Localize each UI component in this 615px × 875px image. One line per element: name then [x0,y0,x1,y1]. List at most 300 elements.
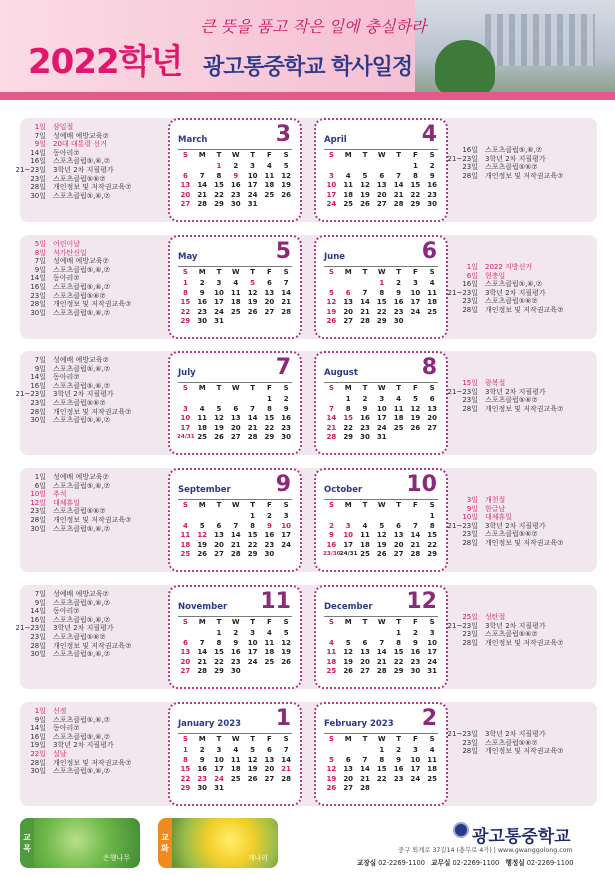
month-calendar [314,702,448,806]
calendar-day: 5 [328,755,334,764]
calendar-day: 14 [410,531,421,540]
event-item [14,473,154,482]
calendar-day [424,784,441,794]
calendar-day: 15 [393,648,404,657]
event-name: 설날 [53,749,67,758]
calendar-day: 9 [429,171,435,180]
calendar-day [261,784,278,794]
calendar-day: 16 [264,531,275,540]
weekday-header [323,268,441,278]
calendar-day: 23 [427,190,438,199]
calendar-day: 15 [427,531,438,540]
event-date: 23일 [462,396,478,405]
calendar-day: 27 [360,667,370,676]
calendar-day: 9 [412,638,418,647]
event-name: 스포츠클럽⑤,⑥,⑦ [53,650,111,659]
calendar-day: 3 [250,162,256,170]
event-item [14,607,154,616]
weekday-header [323,151,441,161]
calendar-day: 2 [266,512,272,520]
event-name: 스포츠클럽⑤⑥⑦ [485,738,538,747]
calendar-day: 30 [197,317,208,326]
calendar-day: 6 [345,755,351,764]
weekday-label: T [362,735,368,743]
calendar-day: 13 [343,765,354,774]
month-number: 9 [275,472,291,497]
calendar-day: 8 [182,288,188,297]
calendar-day: 2 [396,746,402,754]
calendar-day: 1 [412,162,418,170]
weekday-label: M [344,384,352,392]
calendar-day: 16 [393,298,404,307]
calendar-day [390,433,407,443]
weekday-label: M [198,151,206,159]
month-number: 6 [421,239,437,264]
calendar-day: 13 [230,414,241,423]
weekday-label: S [328,151,334,159]
weekday-label: M [198,268,206,276]
calendar-week [323,667,441,677]
event-item [446,739,586,748]
calendar-day: 14 [197,648,208,657]
calendar-day: 4 [182,521,188,530]
calendar-day: 28 [247,433,258,442]
calendar-day: 29 [214,200,224,209]
calendar-grid [177,512,295,560]
calendar-week [177,658,295,668]
calendar-day: 20 [264,765,275,774]
calendar-divider [324,266,438,267]
calendar-day: 10 [326,181,337,190]
calendar-day [424,433,441,443]
calendar-day: 19 [281,181,292,190]
calendar-day: 6 [216,521,222,530]
calendar-week [323,658,441,668]
calendar-day: 17 [376,414,387,423]
calendar-grid [177,162,295,210]
calendar-week [323,765,441,775]
event-date: 22일 [30,749,46,758]
month-calendar [314,118,448,222]
event-date: 23일 [462,530,478,539]
calendar-day: 25 [180,550,191,559]
calendar-day: 30 [410,667,421,676]
weekday-label: W [377,384,386,392]
event-item [14,624,154,633]
calendar-day [357,512,374,522]
calendar-day: 2 [233,162,239,170]
weekday-header [177,384,295,394]
calendar-day: 1 [379,746,385,754]
calendar-day: 11 [427,288,438,297]
weekday-label: W [231,151,240,159]
weekday-label: F [412,384,418,392]
weekday-header [323,384,441,394]
weekday-label: W [377,735,386,743]
calendar-day: 11 [393,404,404,413]
calendar-grid [323,279,441,327]
calendar-day: 7 [328,404,334,413]
calendar-day: 29 [427,550,438,559]
calendar-day: 20 [214,540,224,549]
event-name: 스포츠클럽⑤,⑥,⑦ [485,280,543,289]
month-calendar [168,702,302,806]
event-name: 스포츠클럽⑤⑥⑦ [485,530,538,539]
calendar-day: 19 [214,423,224,432]
event-item [14,240,154,249]
event-date: 9일 [34,364,46,373]
calendar-day: 29 [376,317,387,326]
weekday-label: S [328,618,334,626]
calendar-day [244,395,261,405]
calendar-day [227,395,244,405]
calendar-divider [324,499,438,500]
calendar-day [340,512,357,522]
calendar-day [323,512,340,522]
calendar-day: 10 [214,755,224,764]
calendar-day: 10 [376,404,387,413]
calendar-day: 7 [412,521,418,530]
calendar-day: 28 [230,550,241,559]
calendar-week [177,424,295,434]
calendar-day: 3 [216,279,222,287]
calendar-week [323,405,441,415]
calendar-day: 1 [182,746,188,754]
calendar-day: 17 [180,423,191,432]
calendar-week [177,541,295,551]
event-date: 10일 [30,490,46,499]
event-date: 1일 [466,263,478,271]
event-date: 30일 [30,767,46,776]
event-item [14,490,154,499]
calendar-day: 15 [247,531,258,540]
calendar-day: 18 [326,657,337,666]
calendar-divider [178,499,292,500]
calendar-day: 4 [362,521,368,530]
event-date: 23일 [462,297,478,306]
calendar-day: 28 [393,200,404,209]
event-item [14,192,154,201]
calendar-day: 18 [230,298,241,307]
calendar-day: 20 [376,190,387,199]
weekday-label: W [377,618,386,626]
calendar-day: 7 [199,171,205,180]
event-name: 3학년 2차 지필평가 [53,165,114,174]
calendar-day: 16 [360,414,370,423]
header-banner [0,0,615,100]
calendar-day [177,629,194,639]
weekday-label: S [182,618,188,626]
calendar-day [177,162,194,172]
calendar-day: 12 [247,288,258,297]
calendar-day: 18 [343,190,354,199]
weekday-label: S [182,268,188,276]
calendar-day: 6 [266,746,272,754]
calendar-day [211,512,228,522]
calendar-day [340,279,357,289]
calendar-day: 19 [360,190,370,199]
calendar-week [323,162,441,172]
weekday-label: F [266,735,272,743]
weekday-label: S [182,501,188,509]
calendar-day [373,784,390,794]
month-name: December [324,602,373,612]
calendar-day: 23 [393,774,404,783]
school-tree-name: 은행나무 [102,854,130,862]
calendar-day: 8 [216,171,222,180]
weekday-label: S [429,268,435,276]
calendar-day: 18 [393,414,404,423]
calendar-week [177,191,295,201]
event-date: 23일 [30,632,46,641]
calendar-day: 24 [214,307,224,316]
weekday-label: T [216,384,222,392]
event-date: 30일 [30,524,46,533]
calendar-day: 13 [376,181,387,190]
event-item [14,767,154,776]
event-date: 16일 [462,146,478,154]
calendar-week [323,395,441,405]
calendar-grid [323,395,441,443]
event-item [14,590,154,599]
month-name: January 2023 [178,719,242,729]
event-name: 스포츠클럽⑤⑥⑦ [485,630,538,639]
calendar-week [177,433,295,443]
calendar-day: 9 [362,404,368,413]
calendar-day: 24 [410,307,421,316]
right-event-list [446,496,586,548]
calendar-day: 13 [180,648,191,657]
event-item [14,356,154,365]
event-item [14,166,154,175]
calendar-day: 20 [343,774,354,783]
weekday-label: W [231,384,240,392]
calendar-week [177,746,295,756]
calendar-day: 13 [264,755,275,764]
calendar-day [261,317,278,327]
calendar-day [194,162,211,172]
event-date: 28일 [30,407,46,416]
calendar-day: 10 [247,638,258,647]
calendar-week [323,279,441,289]
event-name: 개인정보 및 저작권교육⑦ [485,171,564,180]
calendar-grid [323,162,441,210]
calendar-week [177,395,295,405]
calendar-day [278,550,295,560]
calendar-day: 6 [429,395,435,403]
event-item [14,309,154,318]
calendar-day: 17 [410,765,421,774]
calendar-week [177,405,295,415]
weekday-header [177,151,295,161]
calendar-day: 3 [250,629,256,637]
calendar-day: 14 [376,648,387,657]
event-item [14,183,154,192]
calendar-day: 4 [429,746,435,754]
calendar-divider [178,382,292,383]
calendar-week [177,765,295,775]
calendar-day: 20 [343,307,354,316]
weekday-label: M [198,384,206,392]
weekday-header [323,501,441,511]
event-item [14,707,154,716]
event-date: 25일 [462,613,478,621]
event-name: 개인정보 및 저작권교육⑦ [53,641,132,650]
calendar-day: 21 [326,423,337,432]
calendar-day: 7 [283,279,289,287]
calendar-day: 18 [427,765,438,774]
calendar-day: 18 [264,648,275,657]
calendar-day: 29 [180,784,191,793]
calendar-day: 20 [230,423,241,432]
event-name: 3학년 2차 지필평가 [485,387,546,396]
calendar-day [357,746,374,756]
calendar-day: 21 [376,657,387,666]
month-calendar [168,235,302,339]
event-date: 28일 [462,638,478,647]
calendar-day: 30 [264,550,275,559]
calendar-day: 12 [410,404,421,413]
weekday-label: T [216,268,222,276]
event-name: 스포츠클럽⑤,⑥,⑦ [53,615,111,624]
calendar-day: 3 [283,512,289,520]
event-date: 8일 [34,248,46,257]
calendar-day: 31 [214,317,224,326]
event-item [14,650,154,659]
event-name: 동아리⑦ [53,724,80,733]
calendar-day: 30 [360,433,370,442]
calendar-day: 3 [345,521,351,530]
weekday-label: S [429,151,435,159]
weekday-label: T [250,268,255,276]
event-date: 15일 [462,379,478,387]
event-item [14,300,154,309]
calendar-day [194,512,211,522]
calendar-week [177,775,295,785]
calendar-day: 28 [281,307,292,316]
weekday-label: S [429,501,435,509]
weekday-label: T [396,384,401,392]
calendar-day: 16 [326,540,337,549]
calendar-day [407,317,424,327]
footer [0,812,615,875]
calendar-day: 24 [326,200,337,209]
month-name: October [324,485,363,495]
weekday-label: F [412,618,418,626]
calendar-day: 11 [180,531,191,540]
calendar-day: 27 [214,550,224,559]
event-name: 동아리⑦ [53,373,80,382]
weekday-label: T [216,618,222,626]
calendar-week [177,550,295,560]
event-item [446,496,586,505]
calendar-day: 25 [427,307,438,316]
calendar-day: 17 [410,298,421,307]
calendar-day: 29 [247,550,258,559]
calendar-day: 26 [281,190,292,199]
event-date: 14일 [30,148,46,157]
month-number: 8 [421,355,437,380]
event-date: 30일 [30,308,46,317]
calendar-day: 7 [233,521,239,530]
school-building-photo [415,0,615,92]
event-date: 28일 [462,305,478,314]
calendar-day: 20 [427,414,438,423]
calendar-day: 11 [427,755,438,764]
event-date: 14일 [30,724,46,733]
calendar-day: 19 [343,657,354,666]
calendar-day: 6 [362,638,368,647]
calendar-day [323,279,340,289]
weekday-label: T [362,618,368,626]
calendar-day: 1 [216,629,222,637]
event-date: 1일 [34,707,46,715]
event-name: 스포츠클럽⑤⑥⑦ [53,398,106,407]
calendar-day: 12 [281,638,292,647]
calendar-day: 4 [266,162,272,170]
month-name: May [178,252,198,262]
month-number: 11 [260,589,291,614]
calendar-week [323,629,441,639]
event-name: 성예배 예방교육⑦ [53,473,109,481]
calendar-day: 1 [250,512,256,520]
weekday-label: S [429,735,435,743]
calendar-day: 17 [326,190,337,199]
weekday-label: F [412,735,418,743]
calendar-day [323,746,340,756]
calendar-day: 27 [427,423,438,432]
calendar-day: 7 [379,638,385,647]
calendar-day: 6 [345,288,351,297]
event-name: 스포츠클럽⑤,⑥,⑦ [53,265,111,274]
calendar-week [177,667,295,677]
calendar-day: 25 [197,433,208,442]
calendar-day [227,512,244,522]
calendar-day: 10 [247,171,258,180]
calendar-day: 4 [233,279,239,287]
event-name: 스포츠클럽⑤,⑥,⑦ [53,715,111,724]
calendar-week [323,531,441,541]
calendar-day: 28 [360,317,370,326]
weekday-label: T [362,501,368,509]
event-date: 21~23일 [447,154,478,163]
event-item [14,416,154,425]
event-date: 23일 [30,291,46,300]
weekday-label: T [250,501,255,509]
calendar-day: 14 [360,298,370,307]
header-strip [0,92,615,100]
calendar-day [211,395,228,405]
calendar-day: 2 [233,629,239,637]
calendar-day: 30 [281,433,292,442]
weekday-label: T [250,618,255,626]
right-event-list [446,613,586,647]
event-name: 성예배 예방교육⑦ [53,356,109,364]
calendar-day: 27 [264,774,275,783]
calendar-week [177,784,295,794]
weekday-header [323,735,441,745]
event-item [14,750,154,759]
event-name: 개인정보 및 저작권교육⑦ [53,515,132,524]
weekday-label: S [283,151,289,159]
calendar-day: 27 [376,200,387,209]
calendar-week [323,541,441,551]
school-slogan: 큰 뜻을 품고 작은 일에 충실하라 [200,17,427,36]
calendar-day: 22 [264,423,275,432]
calendar-divider [178,616,292,617]
calendar-day [244,317,261,327]
calendar-day: 16 [197,298,208,307]
